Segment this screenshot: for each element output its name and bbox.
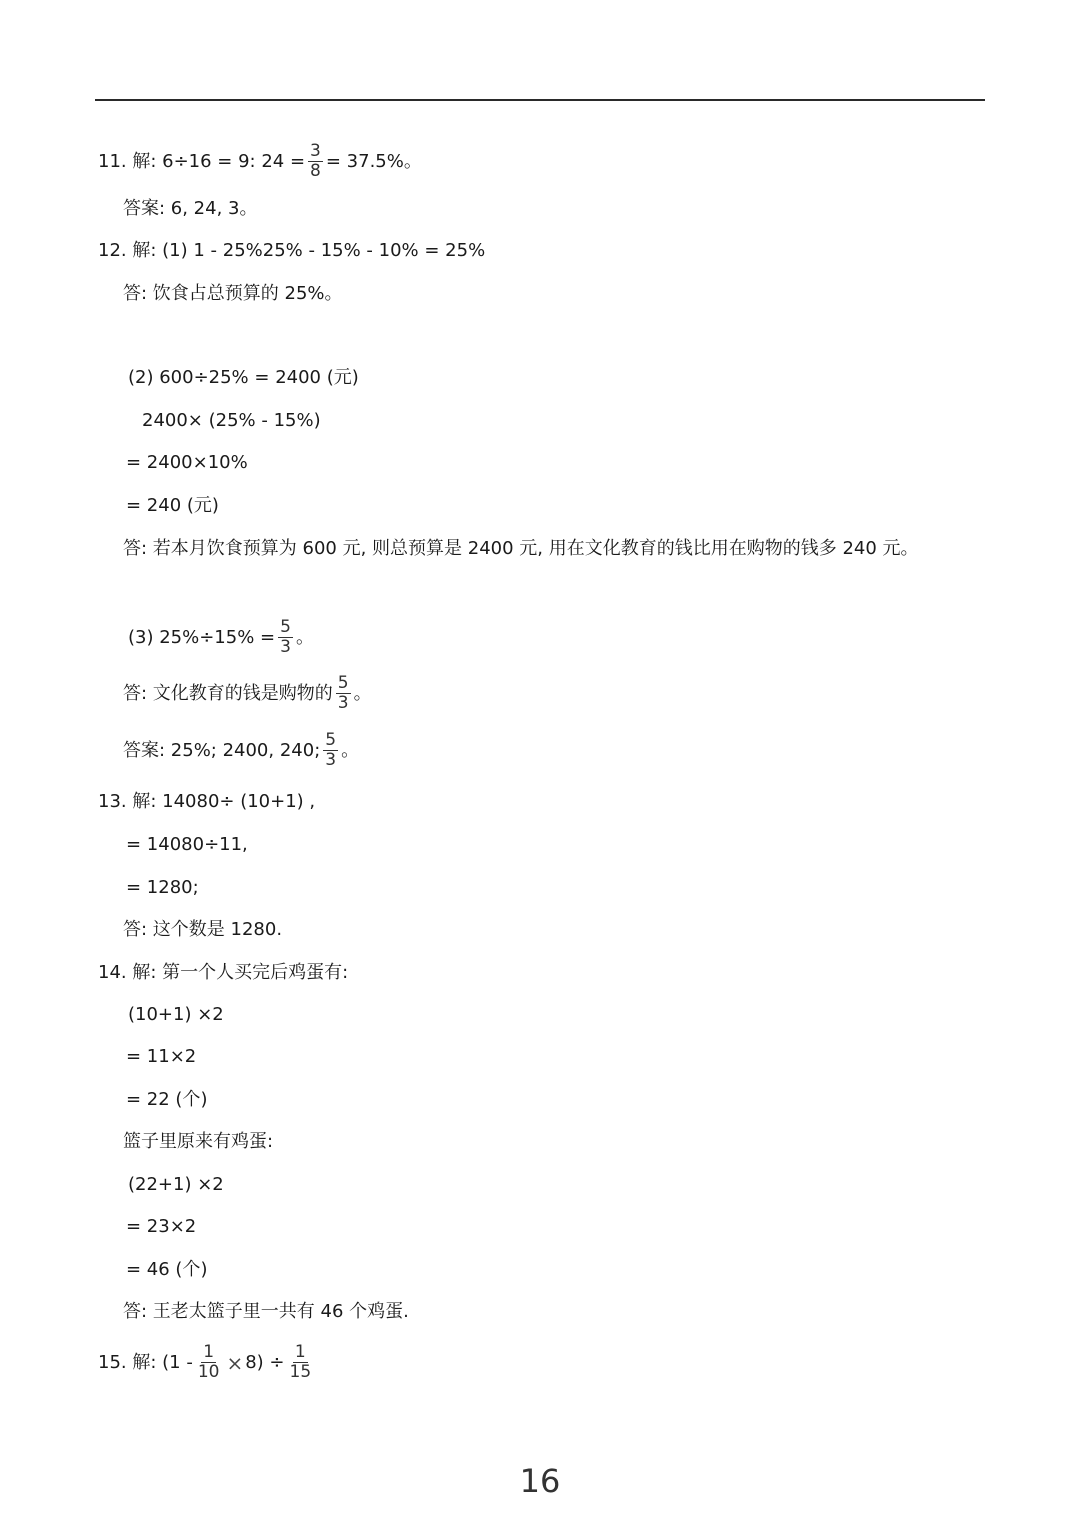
q13-answer: 答: 这个数是 1280. <box>123 919 283 940</box>
q15-fraction-1: $\frac{1}{10}$ <box>197 1342 220 1382</box>
q14-line4: = 22 (个) <box>126 1089 208 1110</box>
q12-part2-line3: = 2400×10% <box>126 452 248 473</box>
q13-line3: = 1280; <box>126 877 199 898</box>
q12-part1-answer: 答: 饮食占总预算的 25%。 <box>123 283 343 304</box>
q11-solution <box>98 142 422 181</box>
q14-line8: = 46 (个) <box>126 1259 208 1280</box>
q11-equation-end: = 37.5%。 <box>325 150 422 172</box>
header-rule <box>95 99 985 101</box>
q13-line1: 13. 解: 14080÷ (10+1) , <box>98 791 316 812</box>
q14-line7: = 23×2 <box>126 1216 197 1237</box>
q12-part2-line2: 2400× (25% - 15%) <box>142 410 321 431</box>
q14-line6: (22+1) ×2 <box>128 1174 224 1195</box>
q14-line2: (10+1) ×2 <box>128 1004 224 1025</box>
q15-fraction-2: $\frac{1}{15}$ <box>289 1342 312 1382</box>
page-number: 16 <box>519 1462 561 1500</box>
q15-solution: 15. 解: (1 - $\frac{1}{10}$ × 8) ÷ $\frac{1}{15}$ <box>98 1342 312 1382</box>
q12-part2-line1: (2) 600÷25% = 2400 (元) <box>128 367 359 388</box>
q11-equation-start: 11. 解: 6÷16 = 9: 24 = <box>98 150 306 172</box>
q14-line3: = 11×2 <box>126 1046 197 1067</box>
q12-final-fraction: $\frac{5}{3}$ <box>325 730 337 770</box>
q12-part3: (3) 25%÷15% = $\frac{5}{3}$ 。 <box>128 617 314 657</box>
q12-part3-equation: (3) 25%÷15% = <box>128 626 276 648</box>
q12-part3-answer: 答: 文化教育的钱是购物的 $\frac{5}{3}$ 。 <box>123 673 372 713</box>
q14-line5: 篮子里原来有鸡蛋: <box>123 1131 274 1152</box>
q12-part2-line4: = 240 (元) <box>126 495 219 516</box>
q14-line1: 14. 解: 第一个人买完后鸡蛋有: <box>98 962 349 983</box>
q14-answer: 答: 王老太篮子里一共有 46 个鸡蛋. <box>123 1301 409 1322</box>
q11-fraction: $\frac{3}{8}$ <box>310 141 321 181</box>
q13-line2: = 14080÷11, <box>126 834 248 855</box>
q12-part3-answer-fraction: $\frac{5}{3}$ <box>337 673 349 713</box>
times-symbol: × <box>226 1350 244 1375</box>
q11-answer: 答案: 6, 24, 3。 <box>123 198 258 219</box>
q12-part1: 12. 解: (1) 1 - 25%25% - 15% - 10% = 25% <box>98 240 486 261</box>
q12-part2-answer: 答: 若本月饮食预算为 600 元, 则总预算是 2400 元, 用在文化教育的钱比用在购物的钱多 240 元。 <box>123 538 919 559</box>
q12-part3-fraction: $\frac{5}{3}$ <box>280 617 291 657</box>
q12-final-answer: 答案: 25%; 2400, 240; $\frac{5}{3}$ 。 <box>123 730 360 770</box>
